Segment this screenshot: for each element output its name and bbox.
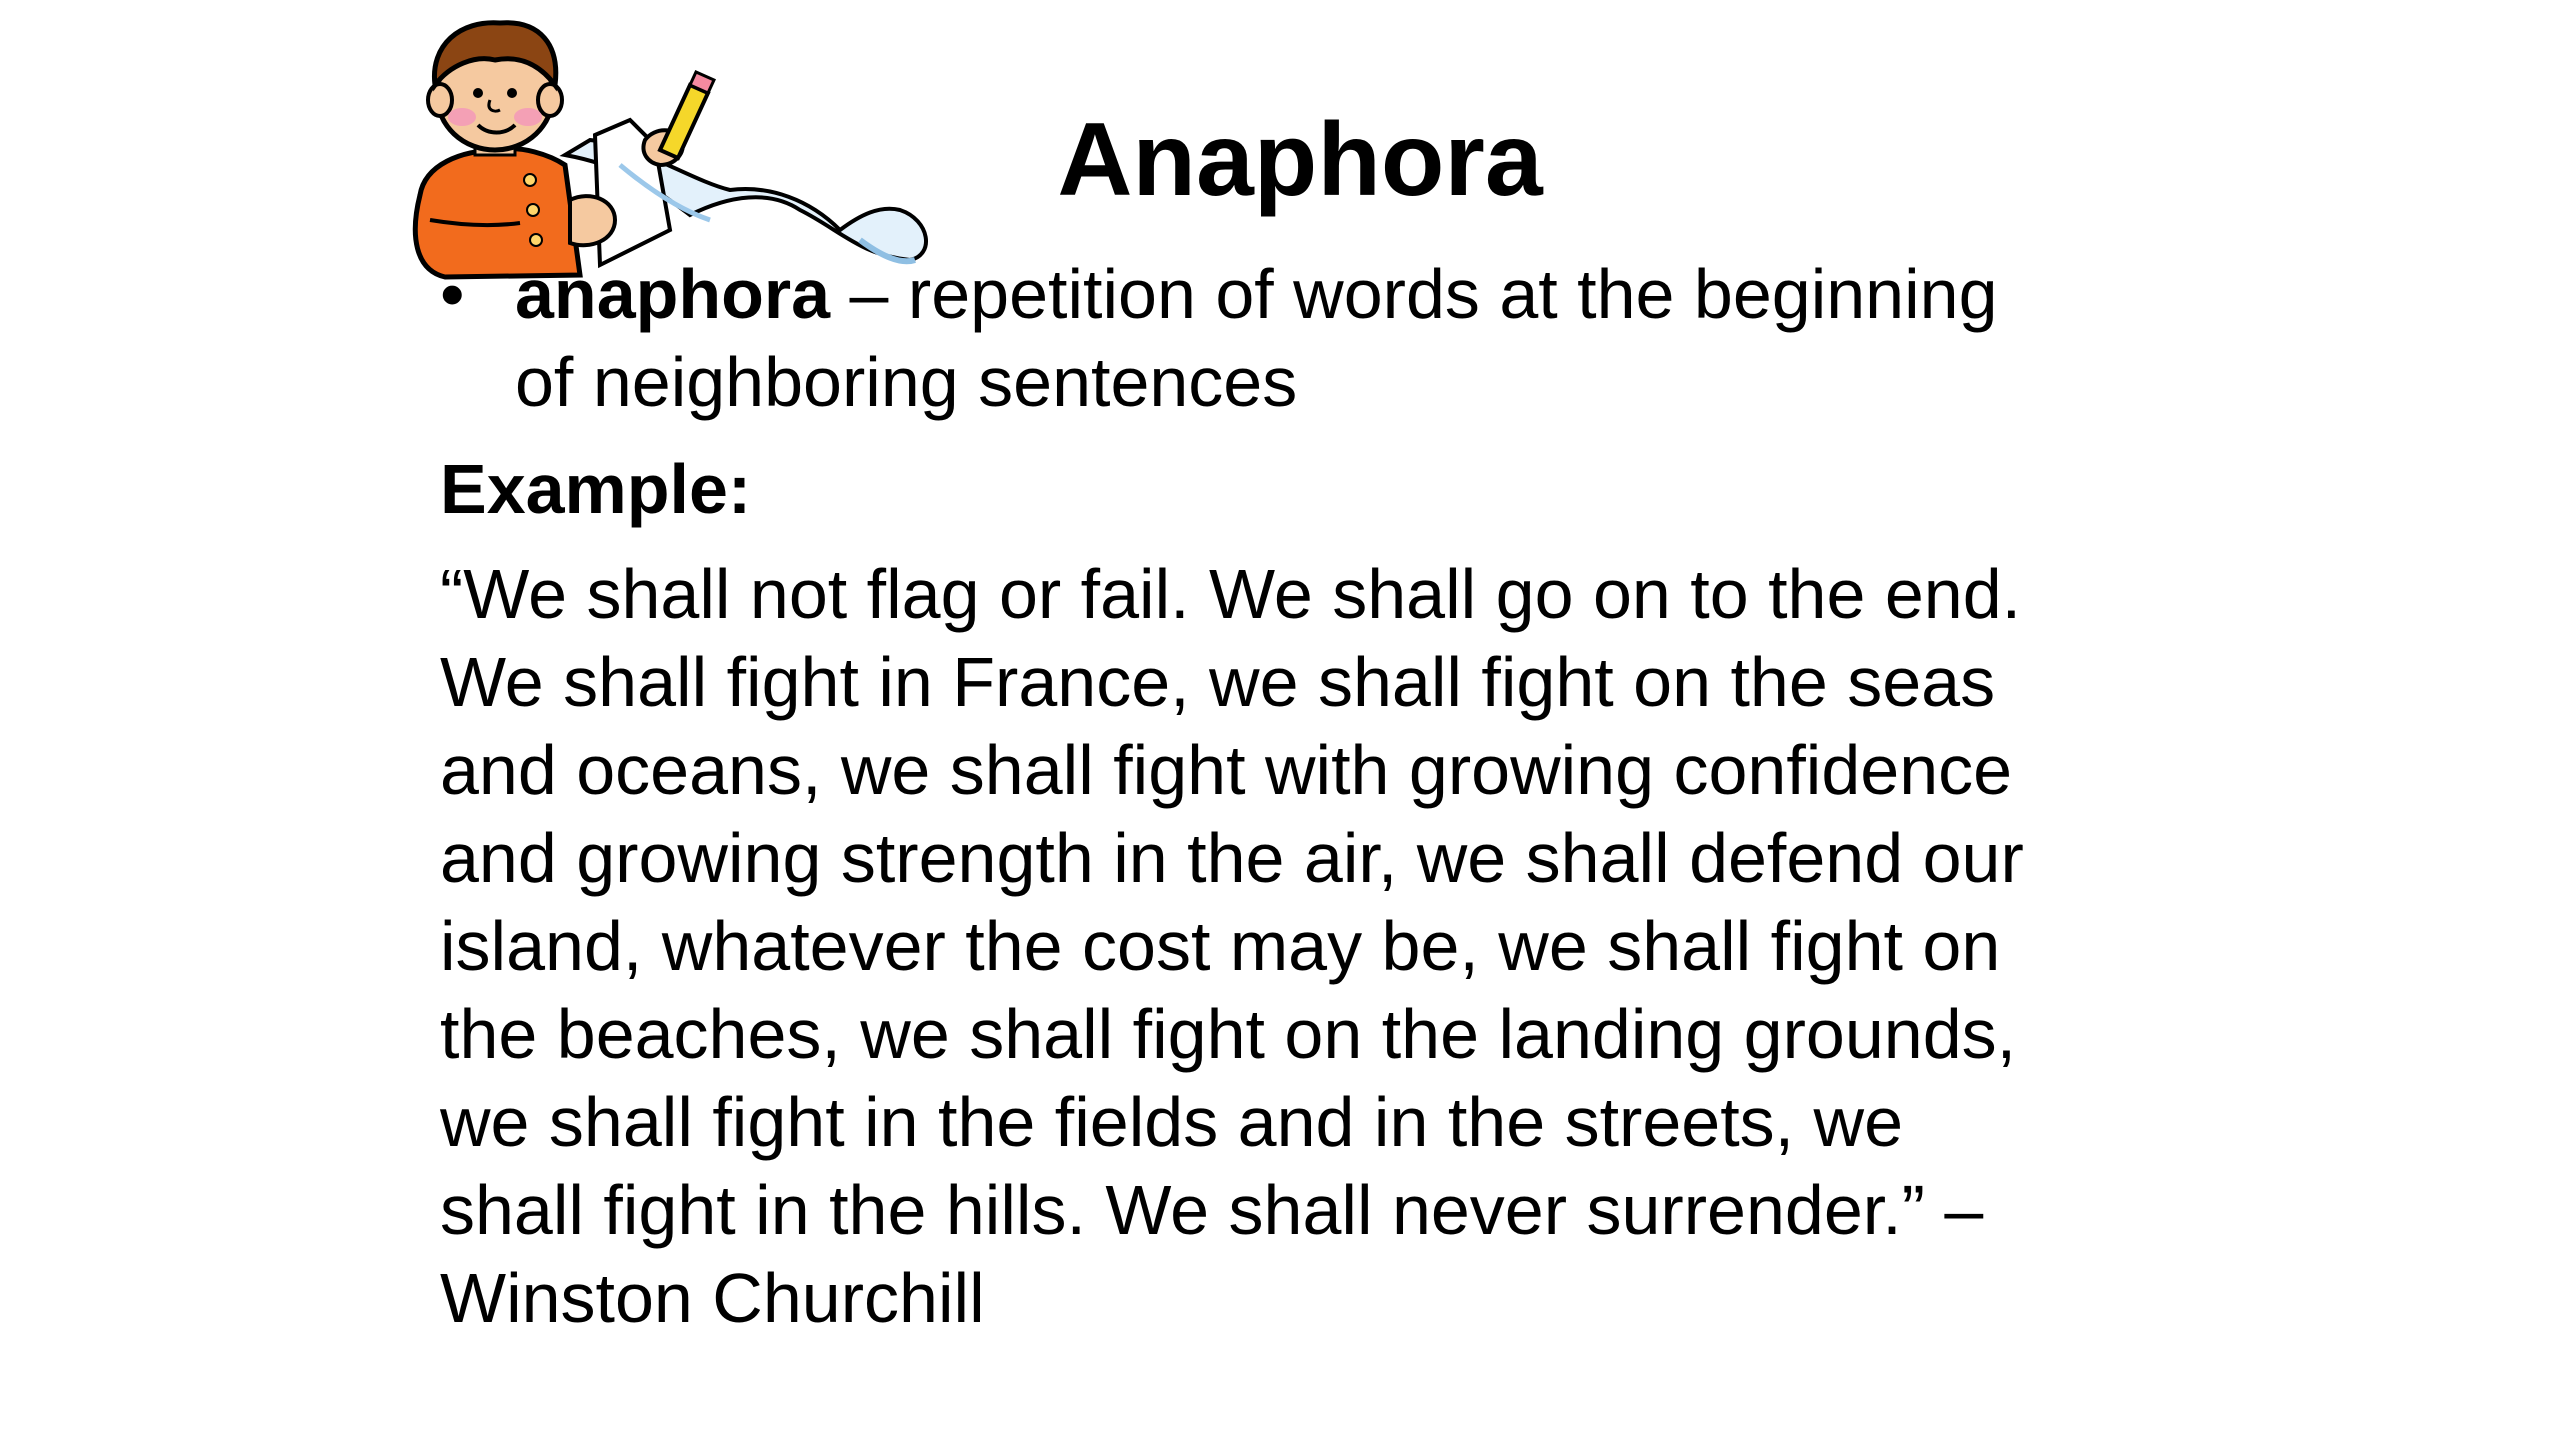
quote-line: and oceans, we shall fight with growing confidence <box>440 731 2013 809</box>
definition-line-1: – repetition of words at the beginning <box>830 255 1998 333</box>
quote-line: island, whatever the cost may be, we shall fight on <box>440 907 2001 985</box>
slide-title: Anaphora <box>1057 102 1543 218</box>
quote-line: the beaches, we shall fight on the landing grounds, <box>440 995 2017 1073</box>
quote-line: and growing strength in the air, we shall defend our <box>440 819 2024 897</box>
definition-term: anaphora <box>515 255 831 333</box>
quote-line: we shall fight in the fields and in the streets, we <box>440 1083 1904 1161</box>
example-quote <box>440 550 2160 1342</box>
quote-line: shall fight in the hills. We shall never surrender.” – <box>440 1171 1984 1249</box>
bullet-dot-icon: • <box>440 255 465 333</box>
boy-writing-on-scroll-icon <box>390 15 930 290</box>
quote-line: We shall fight in France, we shall fight on the seas <box>440 643 1996 721</box>
definition-line-2: of neighboring sentences <box>515 343 1298 421</box>
quote-attribution: Winston Churchill <box>440 1259 985 1337</box>
definition-text <box>515 250 2135 426</box>
quote-line: “We shall not flag or fail. We shall go on to the end. <box>440 555 2022 633</box>
example-label: Example: <box>440 450 752 528</box>
